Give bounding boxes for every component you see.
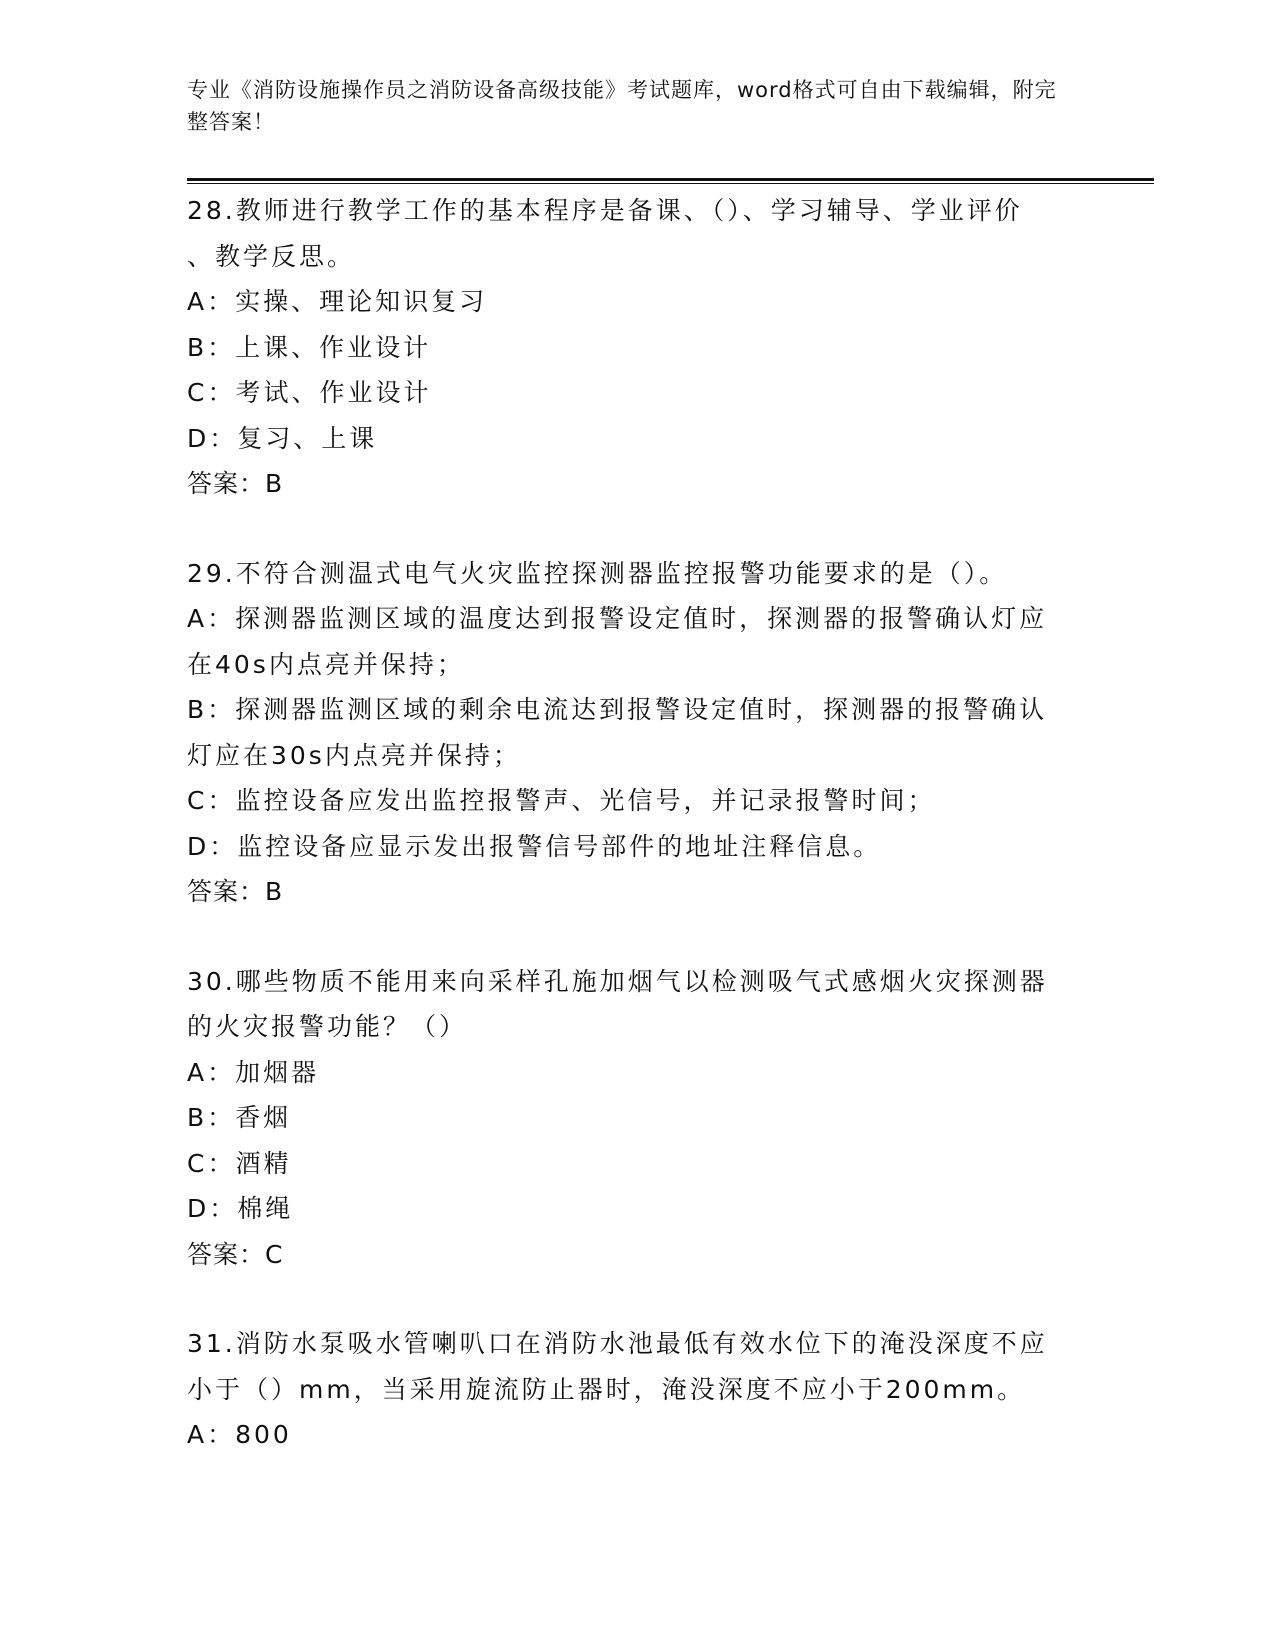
question-block — [187, 1321, 1077, 1458]
option-line: D：监控设备应显示发出报警信号部件的地址注释信息。 — [187, 831, 882, 861]
question-stem-line: 30.哪些物质不能用来向采样孔施加烟气以检测吸气式感烟火灾探测器 — [187, 966, 1048, 996]
option-line: B：上课、作业设计 — [187, 332, 432, 362]
question-block — [187, 188, 1077, 507]
option-line: 灯应在30s内点亮并保持； — [187, 740, 521, 770]
header-rule-thin — [187, 183, 1154, 184]
question-stem-line: 28.教师进行教学工作的基本程序是备课、（）、学习辅导、学业评价 — [187, 196, 1023, 225]
answer-line: 答案：B — [187, 469, 284, 498]
option-line: A：实操、理论知识复习 — [187, 287, 488, 316]
option-line: B：香烟 — [187, 1103, 292, 1132]
answer-line: 答案：B — [187, 877, 284, 906]
question-stem-line: 31.消防水泵吸水管喇叭口在消防水池最低有效水位下的淹没深度不应 — [187, 1329, 1048, 1358]
document-header: 专业《消防设施操作员之消防设备高级技能》考试题库，word格式可自由下载编辑，附完整答案！ — [187, 78, 1057, 134]
option-line: A：加烟器 — [187, 1057, 320, 1087]
question-stem-line: 29.不符合测温式电气火灾监控探测器监控报警功能要求的是（）。 — [187, 558, 1008, 588]
question-block — [187, 551, 1077, 915]
question-stem-line: 的火灾报警功能？（） — [187, 1012, 468, 1041]
question-stem-line: 小于（）mm，当采用旋流防止器时，淹没深度不应小于200mm。 — [187, 1374, 1026, 1404]
option-line: C：酒精 — [187, 1148, 292, 1178]
option-line: D：复习、上课 — [187, 423, 378, 453]
option-line: D：棉绳 — [187, 1194, 294, 1223]
question-stem-line: 、教学反思。 — [187, 241, 356, 271]
option-line: A：探测器监测区域的温度达到报警设定值时，探测器的报警确认灯应 — [187, 604, 1048, 633]
option-line: 在40s内点亮并保持； — [187, 649, 465, 679]
option-line: C：监控设备应发出监控报警声、光信号，并记录报警时间； — [187, 786, 936, 815]
option-line: B：探测器监测区域的剩余电流达到报警设定值时，探测器的报警确认 — [187, 695, 1048, 724]
answer-line: 答案：C — [187, 1239, 284, 1269]
option-line: A：800 — [187, 1420, 292, 1449]
question-block — [187, 959, 1077, 1278]
header-rule-thick — [187, 178, 1154, 181]
question-list — [187, 188, 1077, 1502]
option-line: C：考试、作业设计 — [187, 378, 432, 407]
